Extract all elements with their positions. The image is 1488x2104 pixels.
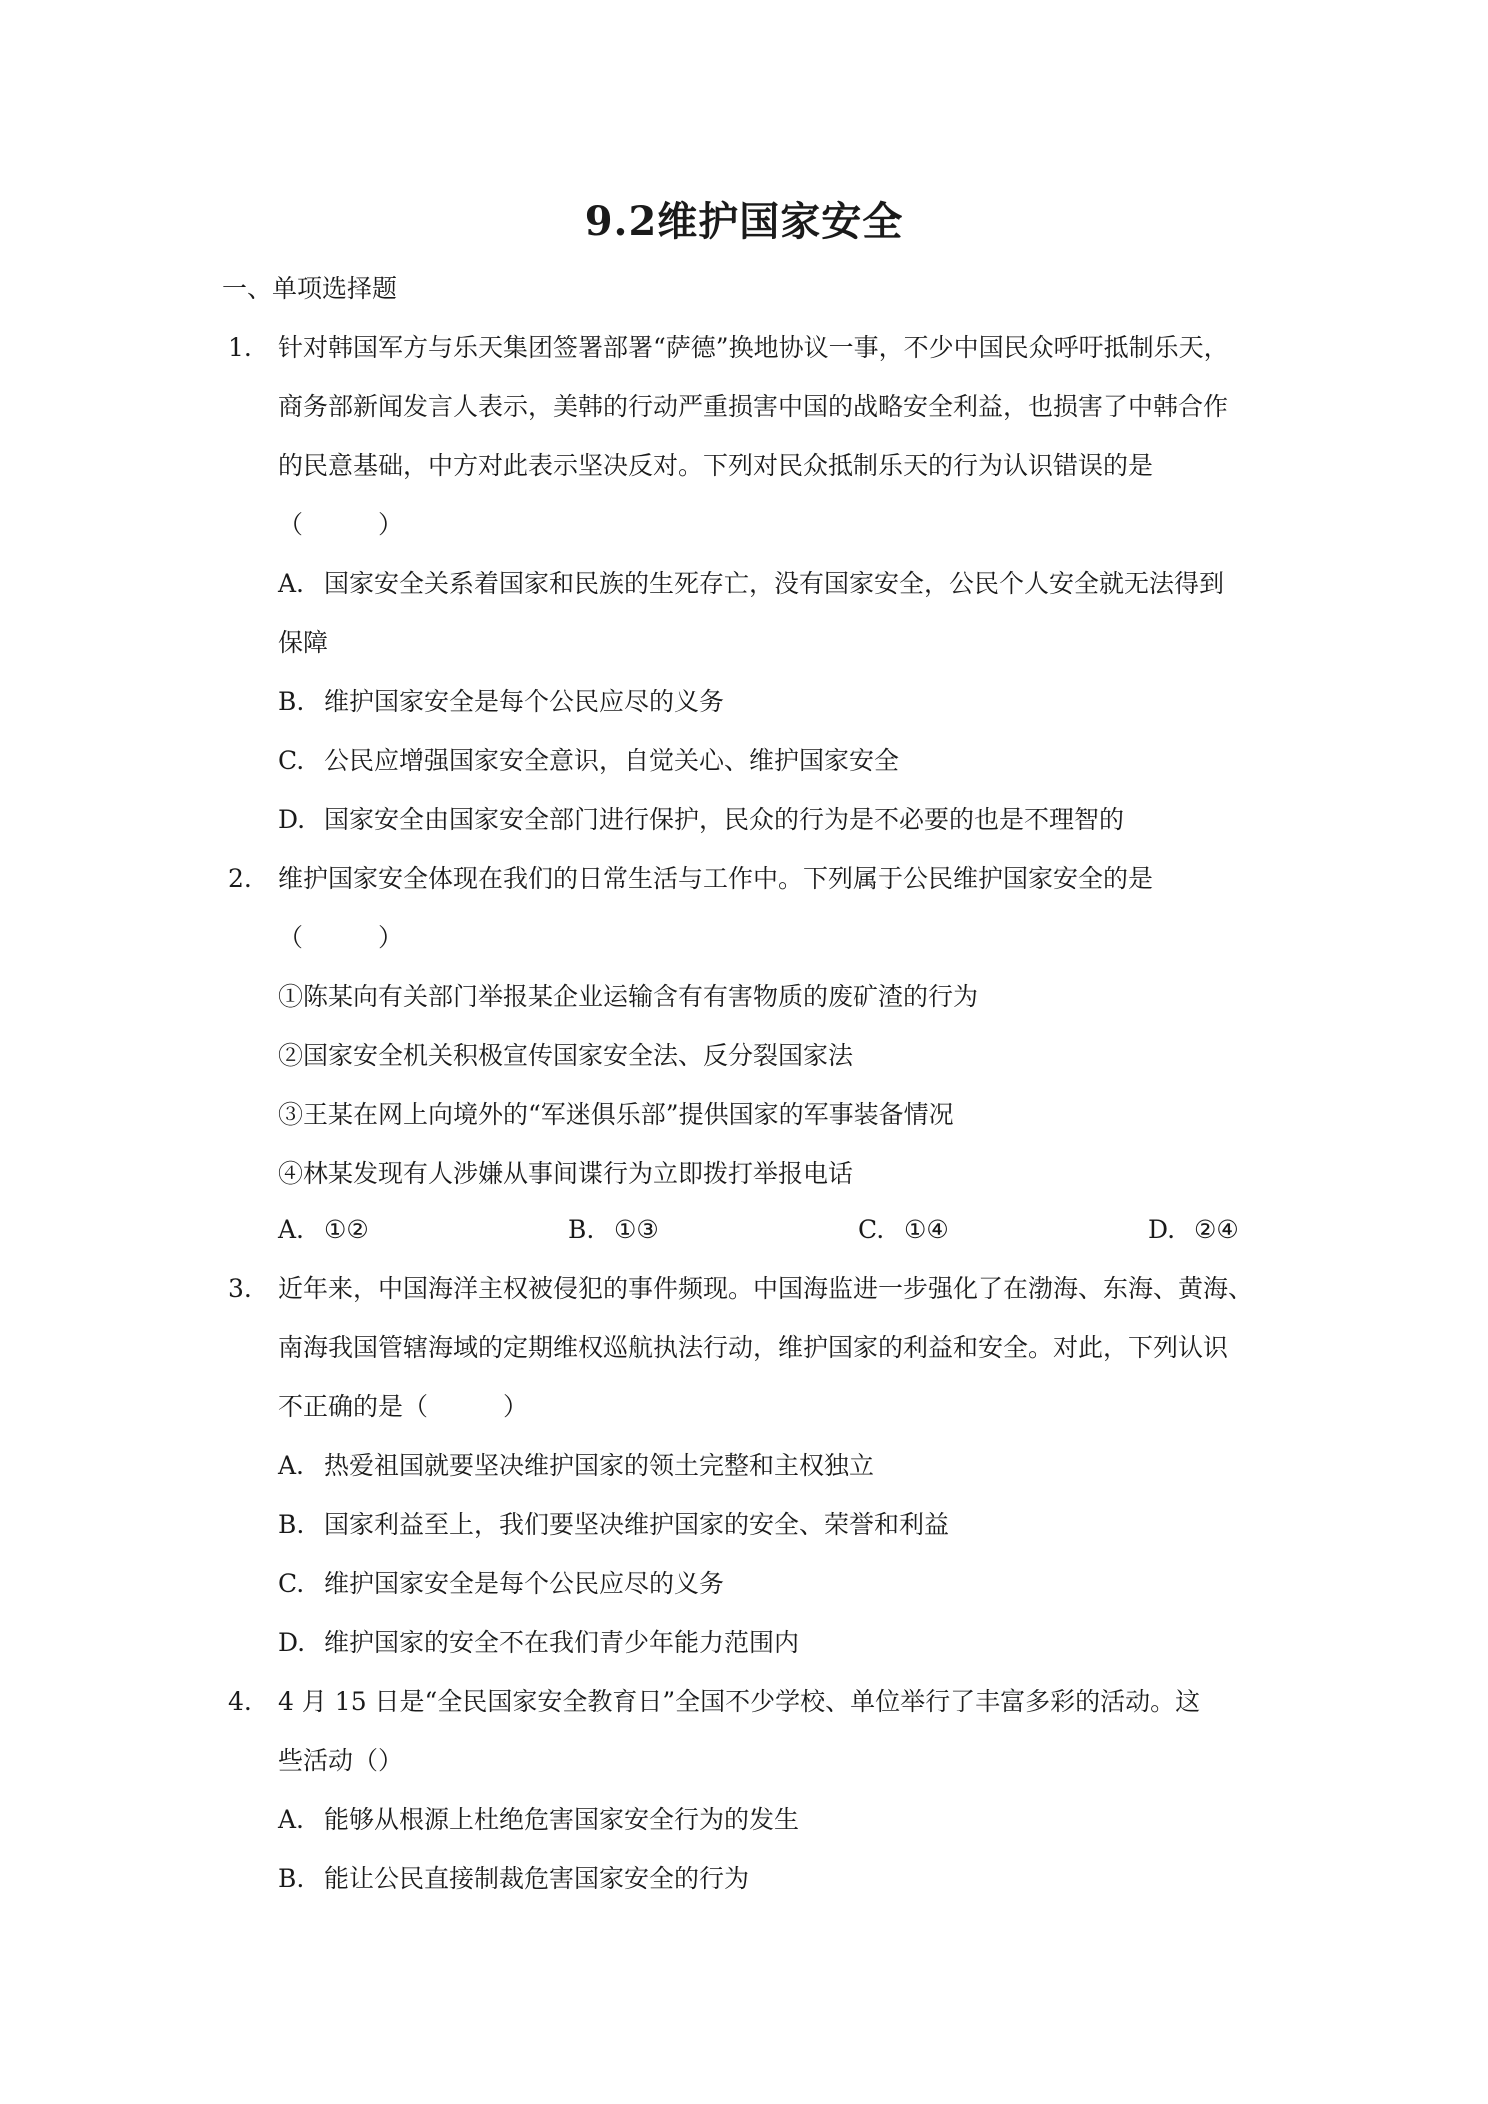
question-1-number: 1.	[228, 333, 252, 362]
question-1-text-line-3: 的民意基础，中方对此表示坚决反对。下列对民众抵制乐天的行为认识错误的是	[278, 451, 1154, 480]
page-title: 9.2维护国家安全	[584, 198, 904, 245]
question-1-text-line-1: 针对韩国军方与乐天集团签署部署“萨德”换地协议一事，不少中国民众呼吁抵制乐天，	[278, 333, 1229, 362]
option-letter: B.	[568, 1215, 595, 1244]
option-text: ①④	[904, 1215, 949, 1244]
option-text: 公民应增强国家安全意识，自觉关心、维护国家安全	[324, 746, 900, 775]
question-4-option-b	[278, 1862, 749, 1896]
option-letter: C.	[278, 746, 305, 775]
option-text: 维护国家的安全不在我们青少年能力范围内	[324, 1628, 800, 1657]
question-2-option-a	[278, 1213, 369, 1247]
question-1-option-a-continued: 保障	[278, 628, 329, 657]
question-4-option-a	[278, 1803, 799, 1837]
option-text: ②④	[1194, 1215, 1239, 1244]
option-text: ①②	[324, 1215, 369, 1244]
option-letter: A.	[278, 569, 305, 598]
question-4-text-line-2: 些活动（）	[278, 1746, 404, 1775]
question-3-text-line-2: 南海我国管辖海域的定期维权巡航执法行动，维护国家的利益和安全。对此，下列认识	[278, 1333, 1229, 1362]
question-3-option-b	[278, 1508, 949, 1542]
question-1-option-d	[278, 803, 1124, 837]
option-text: 国家安全由国家安全部门进行保护，民众的行为是不必要的也是不理智的	[324, 805, 1125, 834]
option-letter: B.	[278, 1864, 305, 1893]
option-text: 热爱祖国就要坚决维护国家的领土完整和主权独立	[324, 1451, 875, 1480]
question-1-option-a	[278, 567, 1224, 601]
question-1-option-c	[278, 744, 899, 778]
question-2-option-d	[1148, 1213, 1239, 1247]
question-4-text-line-1: 4 月 15 日是“全民国家安全教育日”全国不少学校、单位举行了丰富多彩的活动。这	[278, 1687, 1201, 1716]
option-text: 能让公民直接制裁危害国家安全的行为	[324, 1864, 750, 1893]
question-2-statement-4: ④林某发现有人涉嫌从事间谍行为立即拨打举报电话	[278, 1159, 854, 1188]
question-2-answer-bracket: （ ）	[278, 923, 404, 952]
option-text: 能够从根源上杜绝危害国家安全行为的发生	[324, 1805, 800, 1834]
question-2-statement-3: ③王某在网上向境外的“军迷俱乐部”提供国家的军事装备情况	[278, 1100, 954, 1129]
option-letter: C.	[278, 1569, 305, 1598]
question-3-text-line-3: 不正确的是（ ）	[278, 1392, 529, 1421]
question-3-option-a	[278, 1449, 874, 1483]
question-2-option-b	[568, 1213, 659, 1247]
option-letter: D.	[278, 805, 306, 834]
option-letter: A.	[278, 1215, 305, 1244]
question-2-text-line-1: 维护国家安全体现在我们的日常生活与工作中。下列属于公民维护国家安全的是	[278, 864, 1154, 893]
option-letter: A.	[278, 1805, 305, 1834]
option-letter: D.	[278, 1628, 306, 1657]
question-3-text-line-1: 近年来，中国海洋主权被侵犯的事件频现。中国海监进一步强化了在渤海、东海、黄海、	[278, 1274, 1254, 1303]
question-1-text-line-2: 商务部新闻发言人表示，美韩的行动严重损害中国的战略安全利益，也损害了中韩合作	[278, 392, 1229, 421]
question-2-statement-1: ①陈某向有关部门举报某企业运输含有有害物质的废矿渣的行为	[278, 982, 979, 1011]
option-text: 国家安全关系着国家和民族的生死存亡，没有国家安全，公民个人安全就无法得到	[324, 569, 1225, 598]
section-heading: 一、单项选择题	[222, 274, 398, 303]
question-3-option-d	[278, 1626, 799, 1660]
question-1-option-b	[278, 685, 724, 719]
question-1-answer-bracket: （ ）	[278, 510, 404, 539]
option-text: 国家利益至上，我们要坚决维护国家的安全、荣誉和利益	[324, 1510, 950, 1539]
option-text: ①③	[614, 1215, 659, 1244]
question-3-number: 3.	[228, 1274, 252, 1303]
question-4-number: 4.	[228, 1687, 252, 1716]
question-2-number: 2.	[228, 864, 252, 893]
option-letter: B.	[278, 687, 305, 716]
question-2-option-c	[858, 1213, 949, 1247]
option-letter: C.	[858, 1215, 885, 1244]
question-3-option-c	[278, 1567, 724, 1601]
question-2-statement-2: ②国家安全机关积极宣传国家安全法、反分裂国家法	[278, 1041, 854, 1070]
option-letter: B.	[278, 1510, 305, 1539]
question-2-options-row	[278, 1213, 1288, 1247]
option-letter: A.	[278, 1451, 305, 1480]
option-letter: D.	[1148, 1215, 1176, 1244]
option-text: 维护国家安全是每个公民应尽的义务	[324, 687, 725, 716]
option-text: 维护国家安全是每个公民应尽的义务	[324, 1569, 725, 1598]
